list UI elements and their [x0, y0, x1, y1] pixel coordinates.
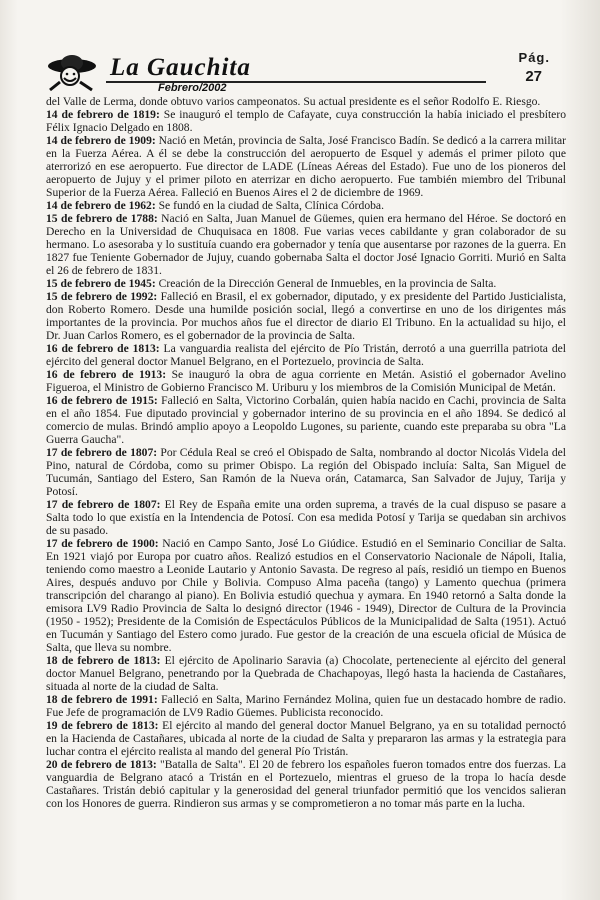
gaucho-logo-icon: [46, 52, 98, 92]
entry-date: 18 de febrero de 1991:: [46, 693, 158, 706]
entry-text: Creación de la Dirección General de Inmuebles, en la provincia de Salta.: [155, 277, 497, 290]
entry-text: Se inauguró el templo de Cafayate, cuya construcción la había iniciado el presbítero Félix Ignacio Delgado en 1808.: [46, 108, 566, 134]
list-item: [46, 368, 566, 394]
intro-text: del Valle de Lerma, donde obtuvo varios campeonatos. Su actual presidente es el señor Rodolfo E. Riesgo.: [46, 95, 541, 108]
entry-text: Falleció en Salta, Marino Fernández Molina, quien fue un destacado hombre de radio. Fue Jefe de programación de LV9 Radio Güemes. Publicista reconocido.: [46, 693, 566, 719]
list-item: [46, 498, 566, 537]
entry-text: El Rey de España emite una orden suprema, a través de la cual dispuso se pasare a Salta todo lo que existía en la Intendencia de Potosí. Con esa medida Potosí y Tarija se quedaban sin archivos de su pasado.: [46, 498, 566, 537]
list-item: [46, 199, 566, 212]
entry-date: 15 de febrero de 1992:: [46, 290, 158, 303]
entry-date: 18 de febrero de 1813:: [46, 654, 161, 667]
publication-title: La Gauchita: [110, 54, 251, 81]
issue-date: Febrero/2002: [158, 82, 227, 94]
page-header: [28, 50, 568, 98]
entry-text: "Batalla de Salta". El 20 de febrero los españoles fueron tomados entre dos fuerzas. La vanguardia de Belgrano atacó a Tristán en el Portezuelo, mientras el grueso de la tropa lo hacía desde Castañares. Tristán debió capitular y la generosidad del general triunfador permitió que los vencidos salieran con los Honores de guerra. Rindieron sus armas y se comprometieron a no tomar más parte en la lucha.: [46, 758, 567, 810]
entry-text: Falleció en Brasil, el ex gobernador, diputado, y ex presidente del Partido Justicialista, don Roberto Romero. Desde una humilde posición social, llegó a convertirse en uno de los dirigentes más importantes de la provincia. Por muchos años fue el director de diario El Tribuno. En la actualidad su hijo, el Dr. Juan Carlos Romero, es el gobernador de la provincia de Salta.: [46, 290, 566, 342]
entry-date: 15 de febrero de 1945:: [46, 277, 156, 290]
entry-date: 16 de febrero de 1913:: [46, 368, 167, 381]
list-item: [46, 446, 566, 498]
entry-list: [46, 108, 566, 810]
entry-date: 15 de febrero de 1788:: [46, 212, 158, 225]
entry-text: Nació en Metán, provincia de Salta, José Francisco Badín. Se dedicó a la carrera militar en la Fuerza Aérea. A él se debe la construcción del aeropuerto de Esquel y además el primer piloto que aterrorizó en ese aeropuerto. Fue director de LADE (Líneas Aéreas del Estado). Fue uno de los pioneros del aeropuerto de Jujuy y el primer piloto en aterrizar en dicho aeropuerto. Fue también miembro del Tribunal Superior de la Fuerza Aérea. Falleció en Buenos Aires el 2 de diciembre de 1969.: [46, 134, 566, 199]
entry-text: Se fundó en la ciudad de Salta, Clínica Córdoba.: [155, 199, 384, 212]
list-item: [46, 134, 566, 199]
entry-date: 14 de febrero de 1819:: [46, 108, 160, 121]
entry-date: 20 de febrero de 1813:: [46, 758, 157, 771]
entry-text: Nació en Salta, Juan Manuel de Güemes, quien era hermano del Héroe. Se doctoró en Derecho en la Universidad de Chuquisaca en 1808. Fue varias veces cabildante y gran colaborador de su hermano. Lo asesoraba y lo sustituía cuando era gobernador y tenía que ausentarse por razones de la guerra. En 1827 fue Teniente Gobernador de Jujuy, cuando gobernaba Salta el doctor José Ignacio Gorriti. Murió en Salta el 26 de febrero de 1831.: [46, 212, 566, 277]
entry-text: Nació en Campo Santo, José Lo Giúdice. Estudió en el Seminario Conciliar de Salta. En 1921 viajó por Europa por cuatro años. Realizó estudios en el Conservatorio Nacionale de Nápoli, Italia, teniendo como maestro a Leonide Lautario y Antonio Savasta. De regreso al país, residió un tiempo en Buenos Aires, después anduvo por Chile y Bolivia. Compuso Alma paceña (tango) y Lamento quechua (primera transcripción del charango al piano). En Bolivia estudió quechua y aymara. En 1940 retornó a Salta donde la emisora LV9 Radio Provincia de Salta lo designó director (1946 - 1949), Director de Cultura de la Provincia (1950 - 1952); Presidente de la Comisión de Espectáculos Públicos de la Municipalidad de Salta (1951). Actuó en Tucumán y Santiago del Estero como jurado. Fue gestor de la creación de una escuela oficial de Música de Salta, que lleva su nombre.: [46, 537, 566, 654]
entry-text: El ejército de Apolinario Saravia (a) Chocolate, perteneciente al ejército del general doctor Manuel Belgrano, penetrando por la Quebrada de Chachapoyas, llegó hasta la hacienda de Castañares, situada al norte de la ciudad de Salta.: [46, 654, 566, 693]
article-body: [46, 95, 566, 810]
list-item: [46, 342, 566, 368]
list-item: [46, 108, 566, 134]
entry-date: 16 de febrero de 1915:: [46, 394, 158, 407]
entry-date: 17 de febrero de 1807:: [46, 498, 161, 511]
list-item: [46, 719, 566, 758]
list-item: [46, 537, 566, 654]
entry-date: 17 de febrero de 1807:: [46, 446, 158, 459]
entry-text: Se inauguró la obra de agua corriente en Metán. Asistió el gobernador Avelino Figueroa, el Ministro de Gobierno Francisco M. Uriburu y los miembros de la Comisión Municipal de Metán.: [46, 368, 566, 394]
entry-text: La vanguardia realista del ejército de Pío Tristán, derrotó a una guerrilla patriota del ejército del general doctor Manuel Belgrano, en el Portezuelo, provincia de Salta.: [46, 342, 566, 368]
entry-date: 14 de febrero de 1962:: [46, 199, 156, 212]
entry-text: Falleció en Salta, Victorino Corbalán, quien había nacido en Cachi, provincia de Salta en el año 1854. Fue diputado provincial y gobernador interino de su provincia en el año 1894. Se dedicó al comercio de mulas. Brindó amplio apoyo a Leopoldo Lugones, su pariente, cuando este preparaba su obra "La Guerra Gaucha".: [46, 394, 566, 446]
entry-date: 17 de febrero de 1900:: [46, 537, 159, 550]
entry-text: Por Cédula Real se creó el Obispado de Salta, nombrando al doctor Nicolás Videla del Pino, natural de Córdoba, como su primer Obispo. La región del Obispado incluía: Salta, San Miguel de Tucumán, Santiago del Estero, San Ramón de la Nueva orán, Catamarca, San Salvador de Jujuy, Tarija y Potosí.: [46, 446, 566, 498]
list-item: [46, 277, 566, 290]
entry-date: 16 de febrero de 1813:: [46, 342, 160, 355]
entry-date: 19 de febrero de 1813:: [46, 719, 159, 732]
page-number: 27: [525, 68, 542, 85]
list-item: [46, 693, 566, 719]
list-item: [46, 654, 566, 693]
list-item: [46, 758, 566, 810]
page-label: Pág.: [518, 50, 550, 65]
entry-text: El ejército al mando del general doctor Manuel Belgrano, ya en su totalidad pernoctó en la Hacienda de Castañares, ubicada al norte de la ciudad de Salta y prepararon las armas y la estrategia para luchar contra el ejército realista al mando del general Pío Tristán.: [46, 719, 567, 758]
list-item: [46, 212, 566, 277]
list-item: [46, 394, 566, 446]
list-item: [46, 290, 566, 342]
entry-date: 14 de febrero de 1909:: [46, 134, 156, 147]
